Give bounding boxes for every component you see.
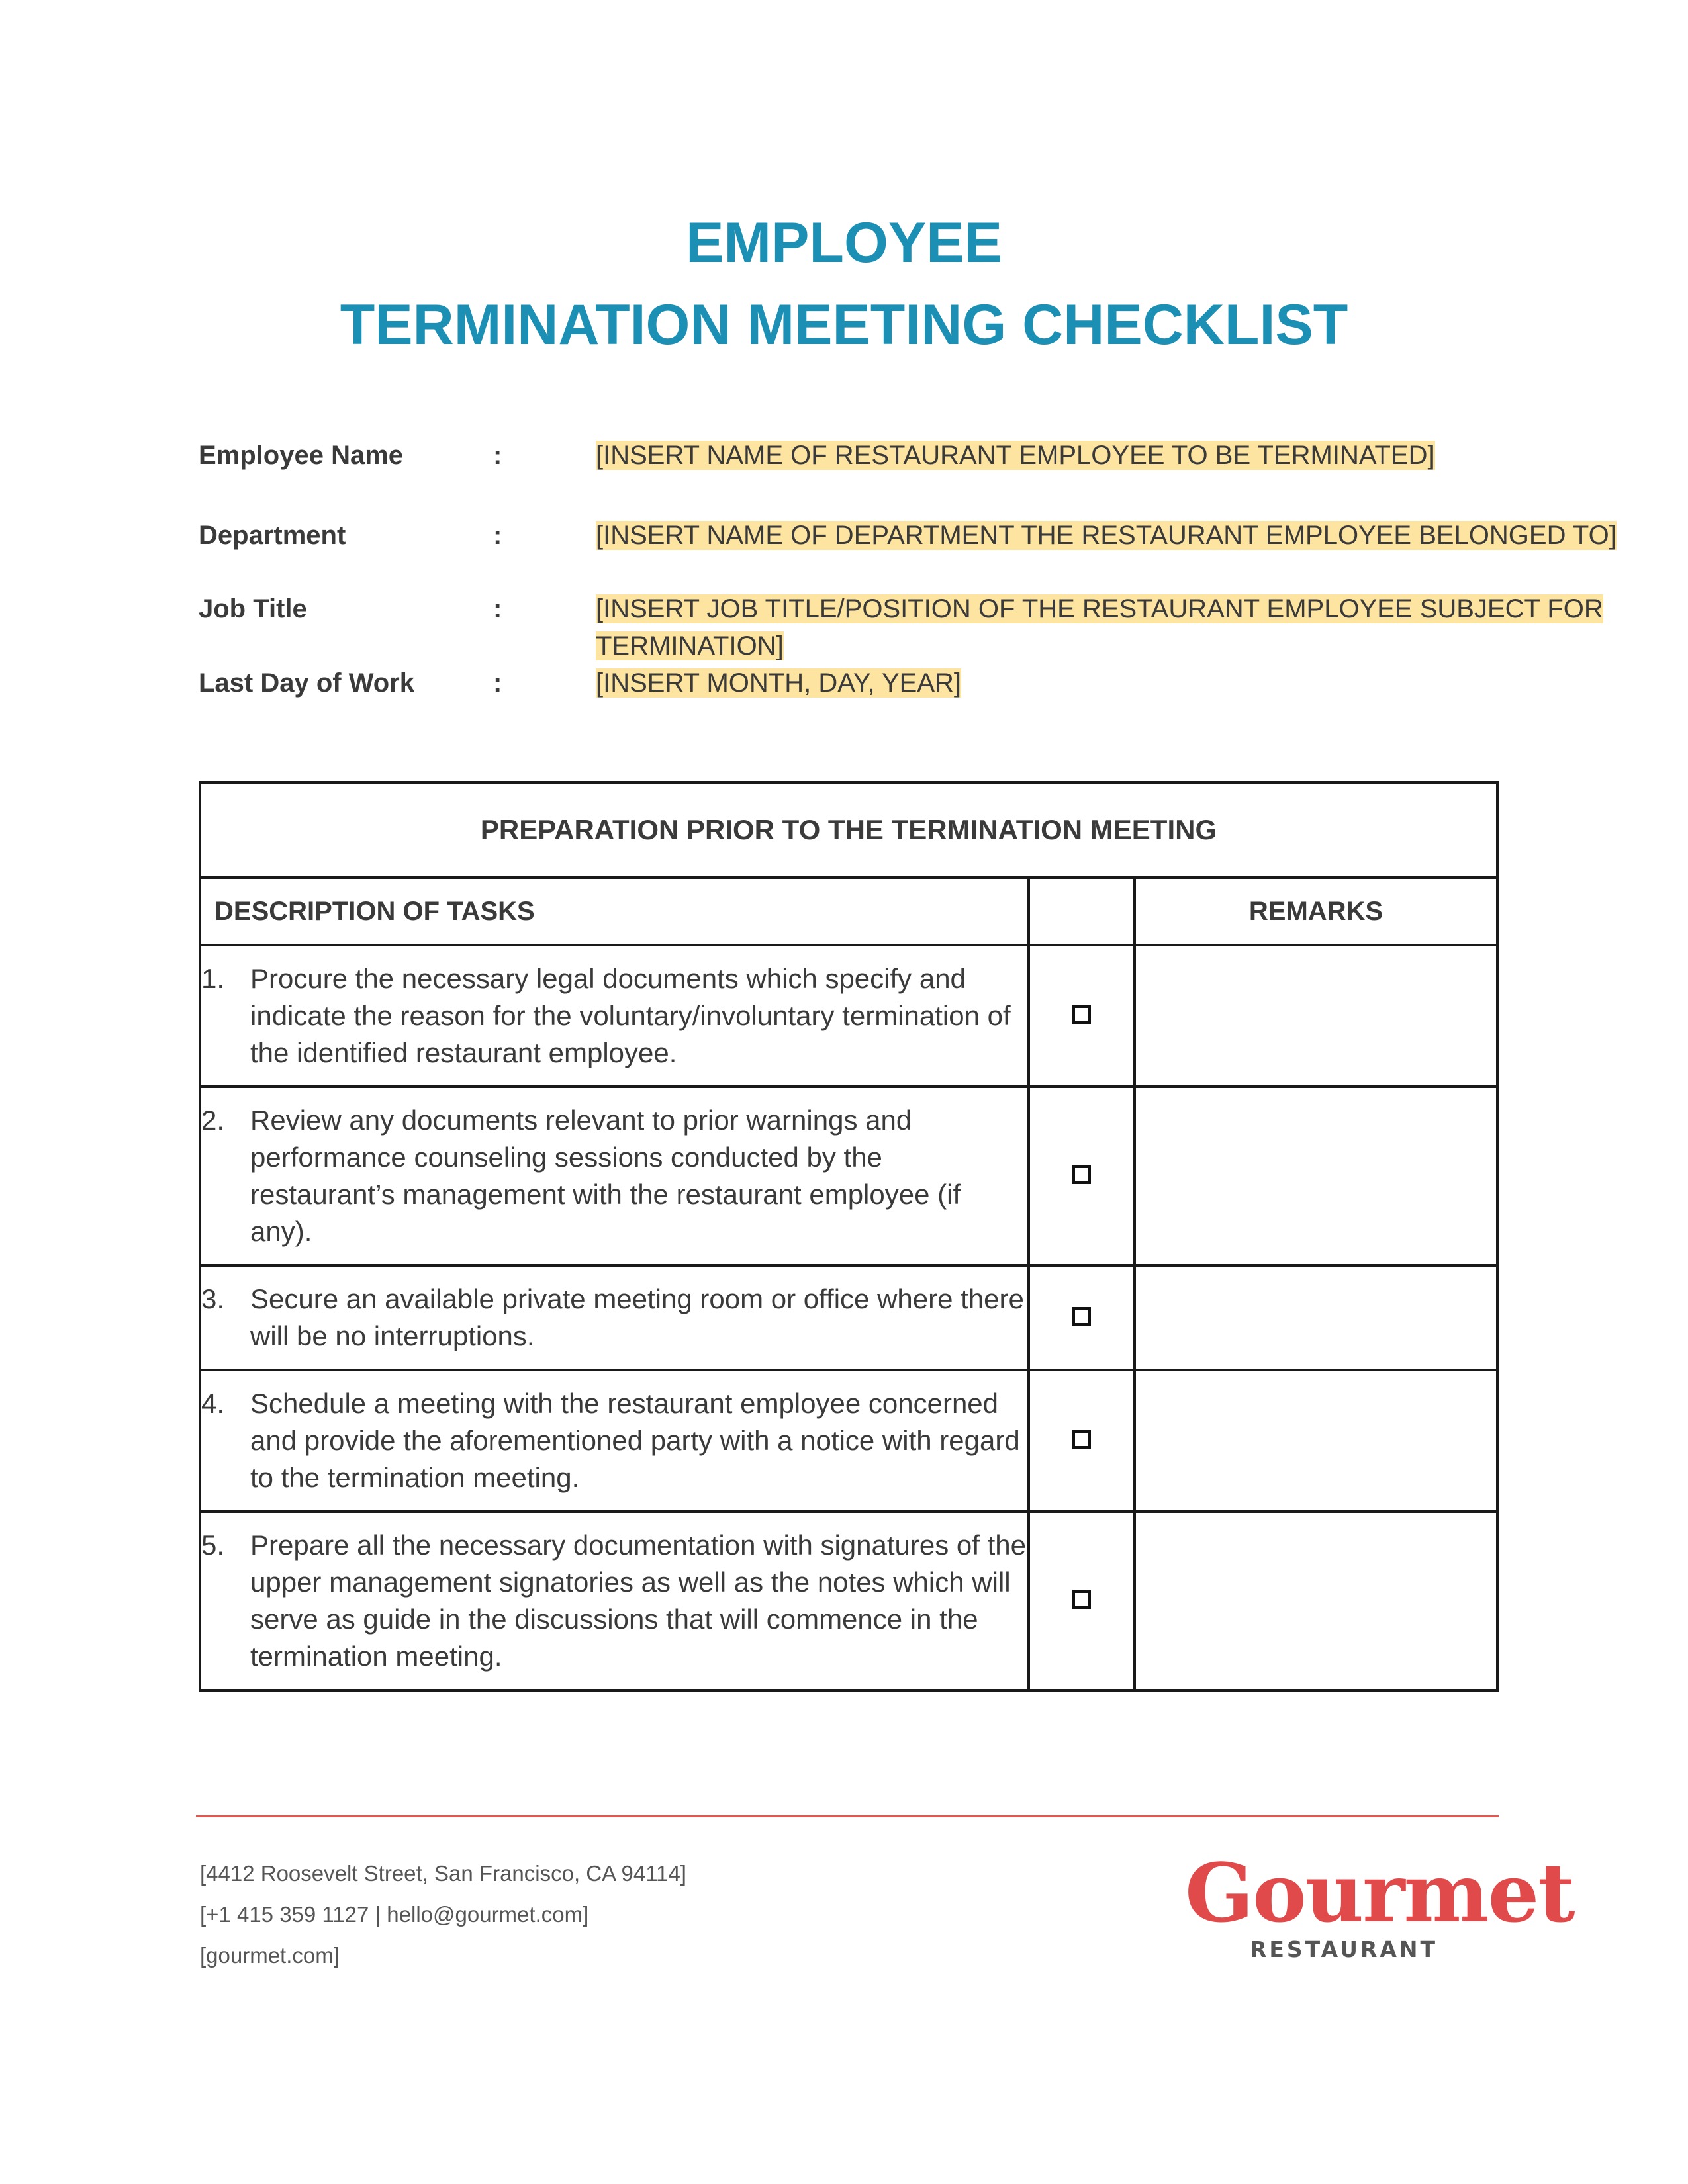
gourmet-logo xyxy=(1185,1845,1574,1963)
footer-phone-email[interactable]: [+1 415 359 1127 | hello@gourmet.com] xyxy=(200,1902,589,1927)
task-check-cell xyxy=(1029,1087,1135,1265)
info-value-wrap xyxy=(596,664,1628,702)
table-row xyxy=(200,1087,1497,1265)
task-checkbox[interactable] xyxy=(1072,1430,1091,1449)
table-row xyxy=(200,945,1497,1087)
column-header-check xyxy=(1029,878,1135,945)
task-number: 3. xyxy=(201,1283,225,1314)
last-day-value: [INSERT MONTH, DAY, YEAR] xyxy=(596,668,961,698)
task-check-cell xyxy=(1029,1512,1135,1690)
task-description-cell xyxy=(200,1370,1029,1512)
task-check-cell xyxy=(1029,945,1135,1087)
remarks-cell[interactable] xyxy=(1135,1370,1497,1512)
task-check-cell xyxy=(1029,1370,1135,1512)
task-description-cell xyxy=(200,945,1029,1087)
title-line-1: EMPLOYEE xyxy=(686,211,1002,275)
task-checkbox[interactable] xyxy=(1072,1307,1091,1326)
table-row xyxy=(200,1512,1497,1690)
task-text: Secure an available private meeting room or office where there will be no interruptions. xyxy=(250,1283,1024,1351)
remarks-cell[interactable] xyxy=(1135,1087,1497,1265)
task-number: 2. xyxy=(201,1105,225,1136)
info-value-wrap xyxy=(596,590,1628,664)
page-title xyxy=(0,202,1688,366)
info-colon: : xyxy=(493,668,502,698)
column-header-description: DESCRIPTION OF TASKS xyxy=(200,878,1029,945)
task-text: Procure the necessary legal documents which specify and indicate the reason for the voluntary/involuntary termination of the identified restaurant employee. xyxy=(250,963,1011,1068)
table-row xyxy=(200,1265,1497,1370)
task-checkbox[interactable] xyxy=(1072,1590,1091,1609)
info-value-wrap xyxy=(596,437,1628,474)
footer-divider xyxy=(196,1815,1499,1817)
info-value-wrap xyxy=(596,517,1628,554)
remarks-cell[interactable] xyxy=(1135,1265,1497,1370)
remarks-cell[interactable] xyxy=(1135,1512,1497,1690)
info-colon: : xyxy=(493,521,502,550)
info-colon: : xyxy=(493,441,502,470)
title-line-2: TERMINATION MEETING CHECKLIST xyxy=(340,293,1348,357)
task-number: 5. xyxy=(201,1529,225,1561)
task-text: Schedule a meeting with the restaurant employee concerned and provide the aforementioned party with a notice with regard to the termination meeting. xyxy=(250,1388,1020,1493)
table-row xyxy=(200,1370,1497,1512)
column-header-remarks: REMARKS xyxy=(1135,878,1497,945)
footer-address: [4412 Roosevelt Street, San Francisco, CA 94114] xyxy=(200,1861,686,1886)
task-description-cell xyxy=(200,1265,1029,1370)
logo-subtitle: RESTAURANT xyxy=(1249,1936,1438,1962)
task-description-cell xyxy=(200,1512,1029,1690)
logo-wordmark: Gourmet xyxy=(1185,1845,1574,1940)
info-label: Last Day of Work xyxy=(199,668,414,698)
task-checkbox[interactable] xyxy=(1072,1005,1091,1024)
task-number: 1. xyxy=(201,963,225,994)
info-label: Employee Name xyxy=(199,441,404,470)
task-check-cell xyxy=(1029,1265,1135,1370)
remarks-cell[interactable] xyxy=(1135,945,1497,1087)
department-value: [INSERT NAME OF DEPARTMENT THE RESTAURANT EMPLOYEE BELONGED TO] xyxy=(596,521,1617,550)
section-title: PREPARATION PRIOR TO THE TERMINATION MEETING xyxy=(200,782,1497,878)
info-label: Department xyxy=(199,521,346,550)
footer-website[interactable]: [gourmet.com] xyxy=(200,1943,340,1968)
footer-contact xyxy=(200,1853,686,1976)
task-description-cell xyxy=(200,1087,1029,1265)
task-number: 4. xyxy=(201,1388,225,1419)
info-label: Job Title xyxy=(199,594,307,623)
job-title-value: [INSERT JOB TITLE/POSITION OF THE RESTAURANT EMPLOYEE SUBJECT FOR TERMINATION] xyxy=(596,594,1603,660)
employee-name-value: [INSERT NAME OF RESTAURANT EMPLOYEE TO BE TERMINATED] xyxy=(596,441,1435,470)
task-text: Review any documents relevant to prior warnings and performance counseling sessions conducted by the restaurant’s management with the restaurant employee (if any). xyxy=(250,1105,961,1247)
task-text: Prepare all the necessary documentation with signatures of the upper management signatories as well as the notes which will serve as guide in the discussions that will commence in the termination meeting. xyxy=(250,1529,1027,1672)
task-checklist-table xyxy=(199,781,1499,1692)
info-colon: : xyxy=(493,594,502,623)
task-checkbox[interactable] xyxy=(1072,1165,1091,1184)
